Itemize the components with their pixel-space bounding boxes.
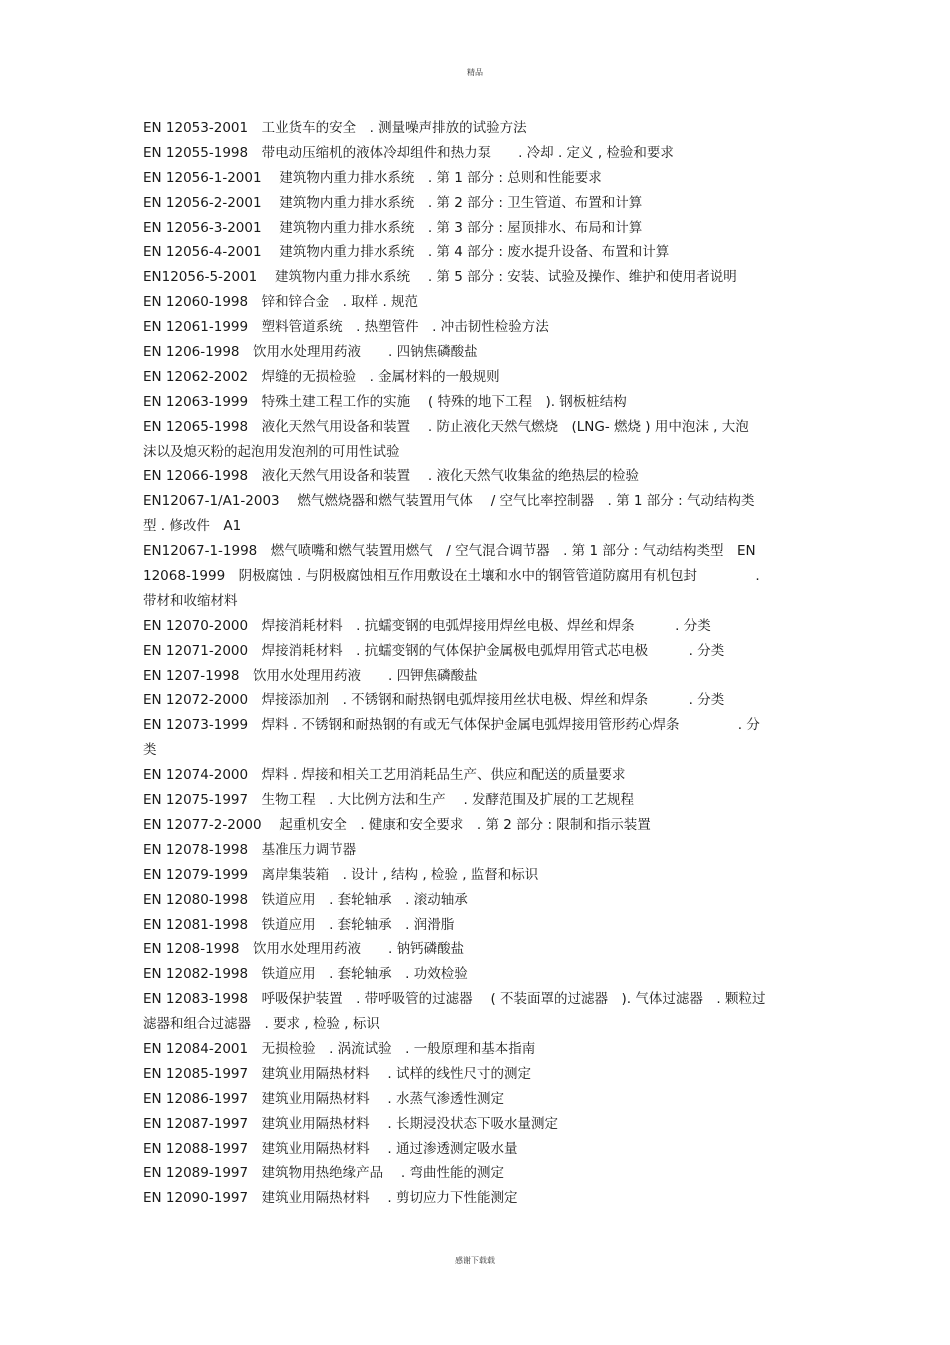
- page-footer: 感谢下载载: [455, 1256, 495, 1265]
- standard-line: EN 1207-1998 饮用水处理用药液 . 四钾焦磷酸盐: [143, 667, 478, 684]
- standard-line: EN 12078-1998 基准压力调节器: [143, 841, 357, 858]
- standard-line: 沫以及熄灭粉的起泡用发泡剂的可用性试验: [143, 443, 400, 460]
- standard-line: EN 12066-1998 液化天然气用设备和装置 . 液化天然气收集盆的绝热层的检验: [143, 468, 639, 485]
- standard-line: 类: [143, 742, 157, 759]
- standard-line: EN 12073-1999 焊料 . 不锈钢和耐热钢的有或无气体保护金属电弧焊接用管形药心焊条 . 分: [143, 717, 760, 734]
- standard-line: EN 12083-1998 呼吸保护装置 . 带呼吸管的过滤器 ( 不装面罩的过滤器 ). 气体过滤器 . 颗粒过: [143, 991, 766, 1008]
- standard-line: 带材和收缩材料: [143, 592, 238, 609]
- standard-line: EN 12077-2-2000 起重机安全 . 健康和安全要求 . 第 2 部分 : 限制和指示装置: [143, 816, 651, 833]
- standard-line: EN 12075-1997 生物工程 . 大比例方法和生产 . 发酵范围及扩展的工艺规程: [143, 792, 635, 809]
- standard-line: EN 1206-1998 饮用水处理用药液 . 四钠焦磷酸盐: [143, 344, 478, 361]
- document-body: [143, 116, 811, 1211]
- standard-line: EN 12062-2002 焊缝的无损检验 . 金属材料的一般规则: [143, 368, 500, 385]
- standard-line: EN 12081-1998 铁道应用 . 套轮轴承 . 润滑脂: [143, 916, 455, 933]
- standard-line: EN 12053-2001 工业货车的安全 . 测量噪声排放的试验方法: [143, 120, 527, 136]
- standard-line: EN 12065-1998 液化天然气用设备和装置 . 防止液化天然气燃烧 (LNG- 燃烧 ) 用中泡沫 , 大泡: [143, 418, 749, 435]
- standard-line: EN 12070-2000 焊接消耗材料 . 抗蠕变钢的电弧焊接用焊丝电极、焊丝和焊条 . 分类: [143, 617, 711, 634]
- standard-line: EN 12074-2000 焊料 . 焊接和相关工艺用消耗品生产、供应和配送的质量要求: [143, 767, 626, 784]
- standard-line: EN 12084-2001 无损检验 . 涡流试验 . 一般原理和基本指南: [143, 1040, 536, 1057]
- page-header: 精品: [467, 68, 483, 77]
- standard-line: EN 1208-1998 饮用水处理用药液 . 钠钙磷酸盐: [143, 941, 465, 958]
- standard-line: EN 12056-4-2001 建筑物内重力排水系统 . 第 4 部分 : 废水提升设备、布置和计算: [143, 244, 670, 261]
- standard-line: EN 12056-1-2001 建筑物内重力排水系统 . 第 1 部分 : 总则和性能要求: [143, 169, 602, 186]
- standard-line: EN 12079-1999 离岸集装箱 . 设计 , 结构 , 检验 , 监督和标识: [143, 866, 539, 883]
- standard-line: EN 12089-1997 建筑物用热绝缘产品 . 弯曲性能的测定: [143, 1165, 504, 1182]
- standard-line: EN 12060-1998 锌和锌合金 . 取样 . 规范: [143, 294, 419, 311]
- standard-line: EN 12055-1998 带电动压缩机的液体冷却组件和热力泵 . 冷却 . 定义 , 检验和要求: [143, 144, 674, 161]
- standard-line: EN 12090-1997 建筑业用隔热材料 . 剪切应力下性能测定: [143, 1190, 518, 1207]
- standard-line: EN 12088-1997 建筑业用隔热材料 . 通过渗透测定吸水量: [143, 1140, 518, 1157]
- standard-line: EN12067-1/A1-2003 燃气燃烧器和燃气装置用气体 / 空气比率控制器 . 第 1 部分 : 气动结构类: [143, 493, 755, 510]
- standard-line: EN 12085-1997 建筑业用隔热材料 . 试样的线性尺寸的测定: [143, 1065, 531, 1082]
- standard-line: 12068-1999 阴极腐蚀 . 与阴极腐蚀相互作用敷设在土壤和水中的钢管管道防腐用有机包封 .: [143, 568, 760, 585]
- standard-line: EN 12056-3-2001 建筑物内重力排水系统 . 第 3 部分 : 屋顶排水、布局和计算: [143, 219, 643, 236]
- standard-line: EN12056-5-2001 建筑物内重力排水系统 . 第 5 部分 : 安装、试验及操作、维护和使用者说明: [143, 269, 737, 286]
- standard-line: EN 12061-1999 塑料管道系统 . 热塑管件 . 冲击韧性检验方法: [143, 319, 549, 336]
- standard-line: 滤器和组合过滤器 . 要求 , 检验 , 标识: [143, 1016, 380, 1033]
- standard-line: EN 12080-1998 铁道应用 . 套轮轴承 . 滚动轴承: [143, 891, 468, 908]
- standard-line: EN12067-1-1998 燃气喷嘴和燃气装置用燃气 / 空气混合调节器 . 第 1 部分 : 气动结构类型 EN: [143, 543, 756, 560]
- standard-line: EN 12087-1997 建筑业用隔热材料 . 长期浸没状态下吸水量测定: [143, 1115, 558, 1132]
- standard-line: EN 12082-1998 铁道应用 . 套轮轴承 . 功效检验: [143, 966, 468, 983]
- standard-line: EN 12056-2-2001 建筑物内重力排水系统 . 第 2 部分 : 卫生管道、布置和计算: [143, 194, 643, 211]
- standard-line: EN 12086-1997 建筑业用隔热材料 . 水蒸气渗透性测定: [143, 1090, 504, 1107]
- standard-line: EN 12072-2000 焊接添加剂 . 不锈钢和耐热钢电弧焊接用丝状电极、焊丝和焊条 . 分类: [143, 692, 725, 709]
- standard-line: 型 . 修改件 A1: [143, 518, 242, 535]
- standard-line: EN 12063-1999 特殊土建工程工作的实施 ( 特殊的地下工程 ). 钢板桩结构: [143, 393, 627, 410]
- standard-line: EN 12071-2000 焊接消耗材料 . 抗蠕变钢的气体保护金属极电弧焊用管式芯电极 . 分类: [143, 642, 725, 659]
